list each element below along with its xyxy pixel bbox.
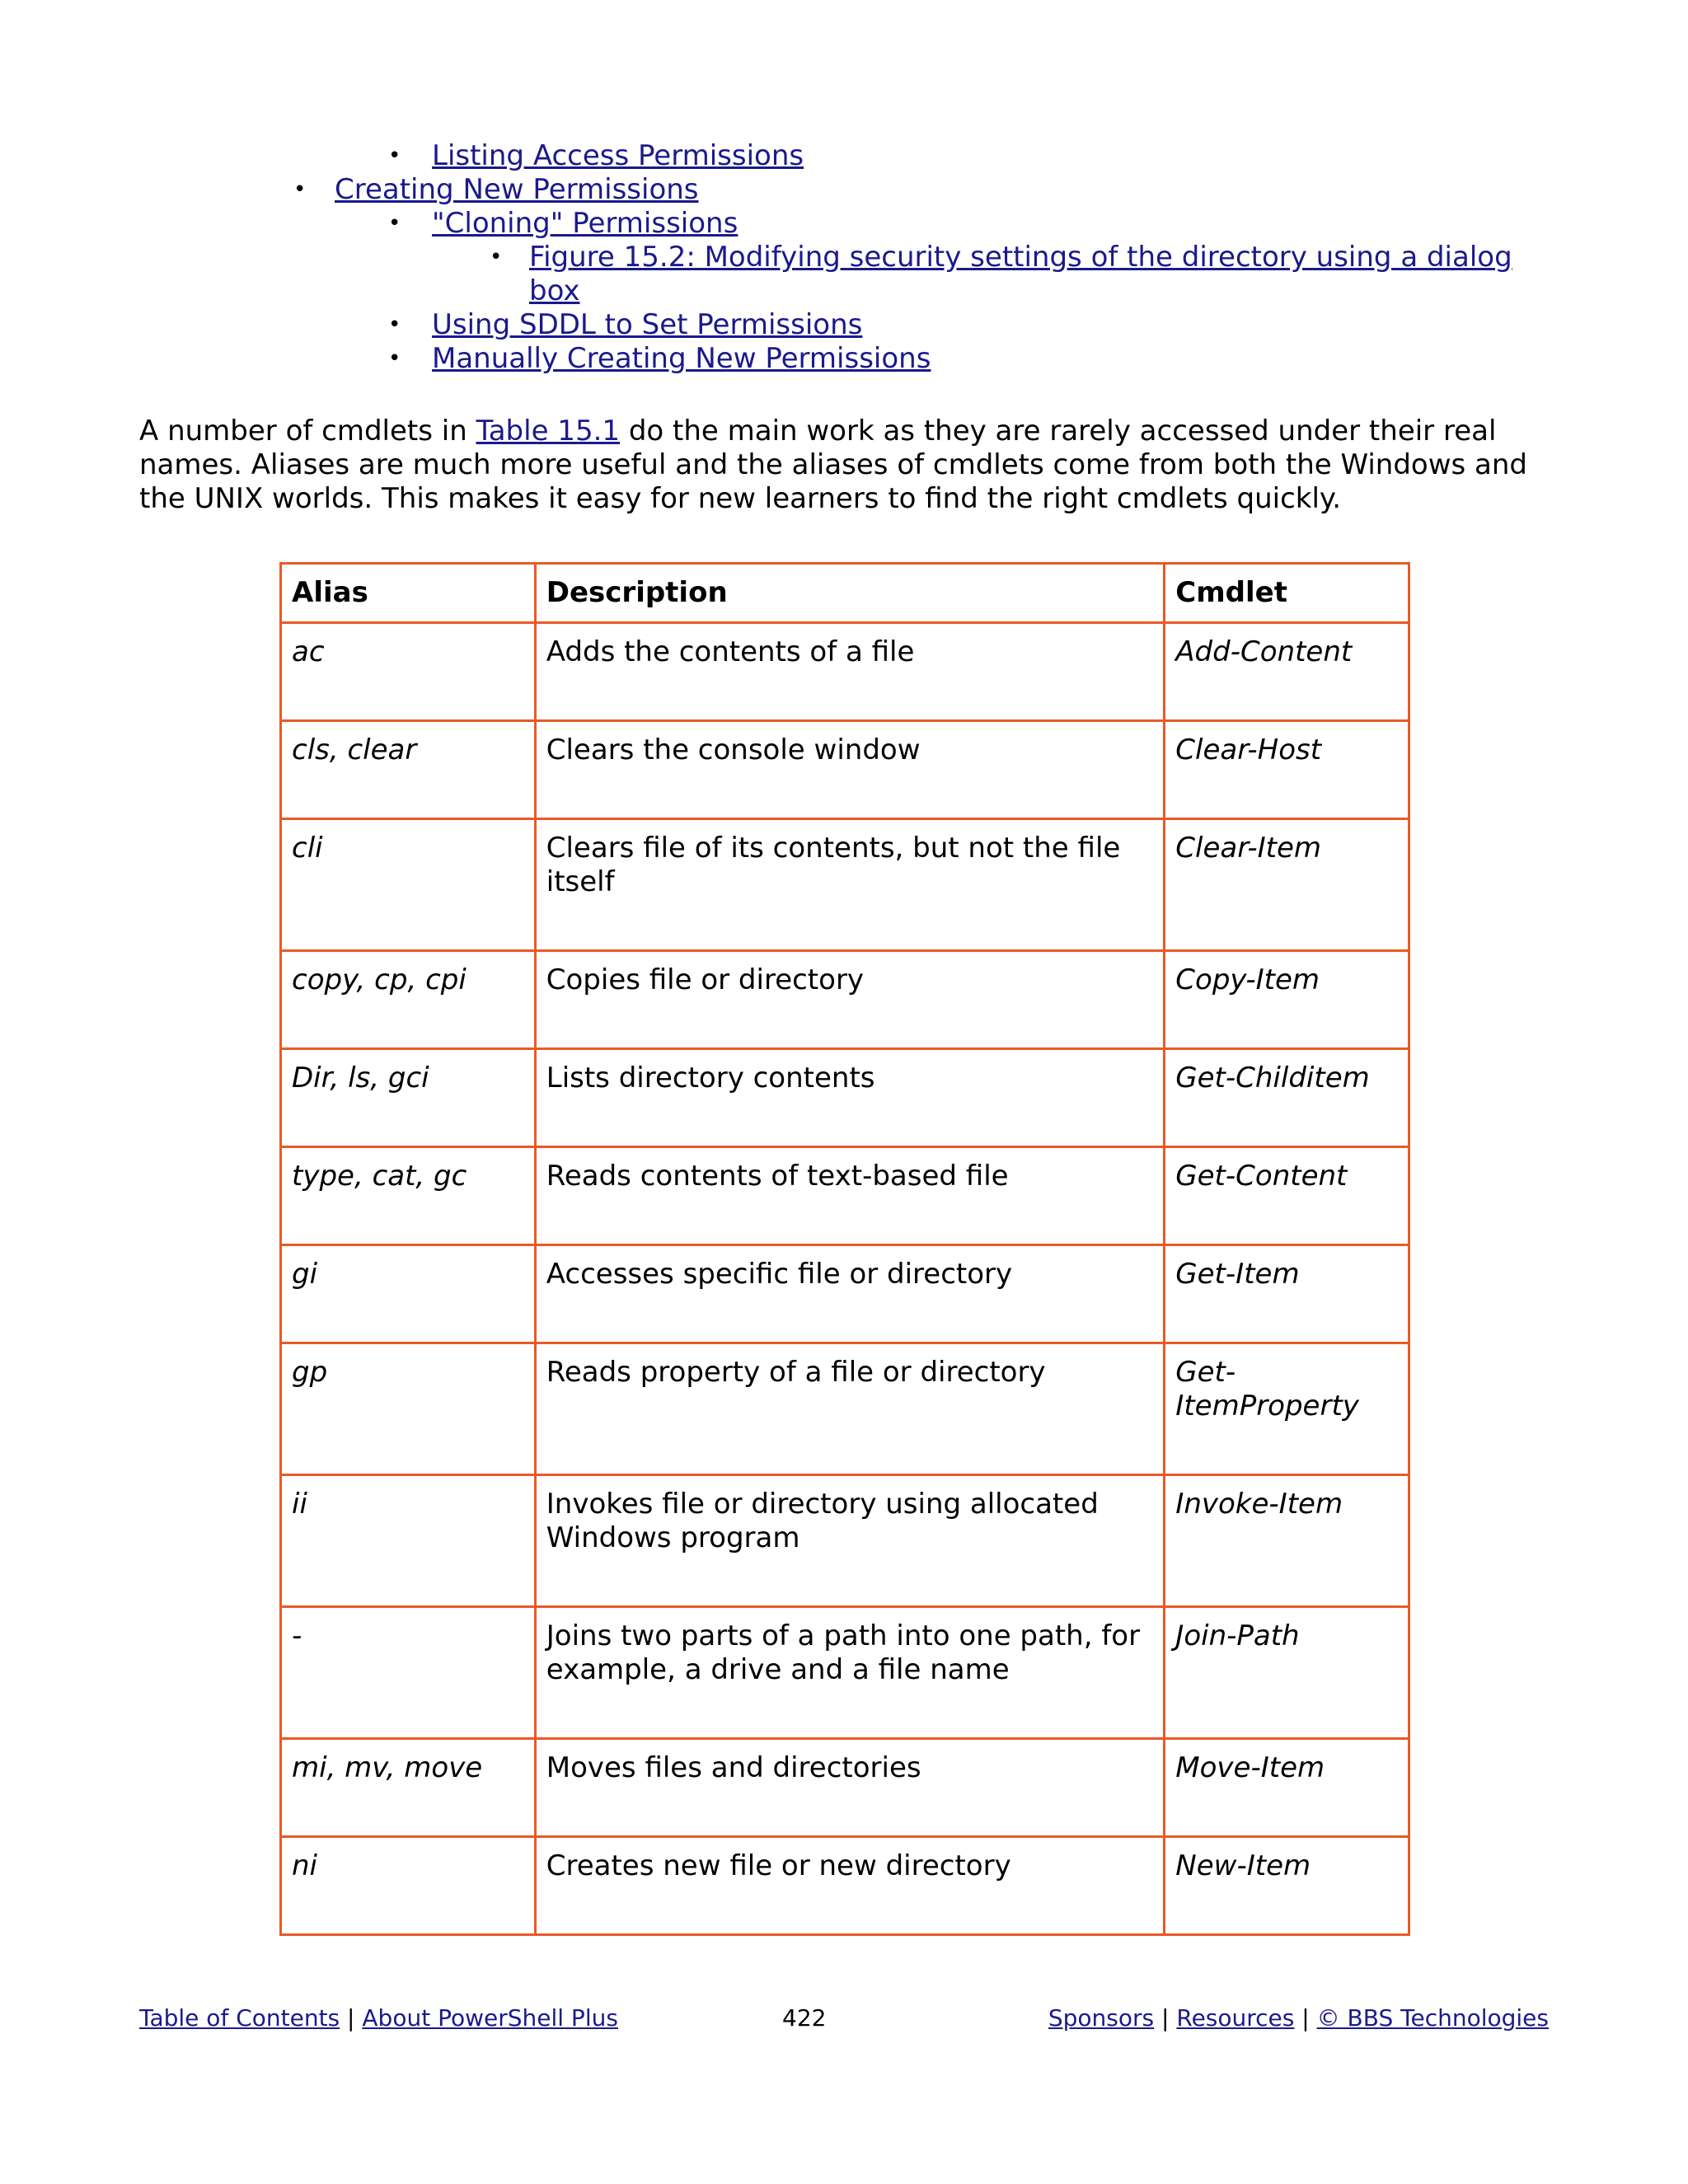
alias-cell: type, cat, gc <box>281 1147 536 1245</box>
cmdlet-cell: Get-Content <box>1165 1147 1409 1245</box>
alias-cell: copy, cp, cpi <box>281 951 536 1049</box>
toc-link-creating-new-permissions[interactable]: Creating New Permissions <box>335 173 699 206</box>
description-cell: Adds the contents of a file <box>535 623 1165 721</box>
table-row <box>281 819 1409 951</box>
bullet: • <box>388 312 401 337</box>
description-cell: Reads property of a file or directory <box>535 1343 1165 1475</box>
cmdlet-cell: Add-Content <box>1165 623 1409 721</box>
toc-item <box>388 308 863 342</box>
table-row <box>281 1475 1409 1607</box>
alias-cell: cli <box>281 819 536 951</box>
paragraph-text: A number of cmdlets in <box>139 415 476 448</box>
toc-link-figure-15-2-cont[interactable]: box <box>529 274 580 307</box>
table-row <box>281 1049 1409 1147</box>
footer-resources-link[interactable]: Resources <box>1176 2004 1295 2032</box>
cmdlet-cell: Invoke-Item <box>1165 1475 1409 1607</box>
alias-cell: ni <box>281 1837 536 1935</box>
alias-cell: cls, clear <box>281 721 536 819</box>
toc-item <box>293 173 699 207</box>
toc-link-using-sddl[interactable]: Using SDDL to Set Permissions <box>432 308 863 341</box>
description-cell: Reads contents of text-based file <box>535 1147 1165 1245</box>
alias-cell: ii <box>281 1475 536 1607</box>
cmdlet-cell: Move-Item <box>1165 1739 1409 1837</box>
alias-cell: gi <box>281 1245 536 1343</box>
table-row <box>281 1245 1409 1343</box>
bullet: • <box>388 211 401 236</box>
table-row <box>281 1343 1409 1475</box>
footer-separator: | <box>347 2004 355 2032</box>
bullet: • <box>388 143 401 168</box>
table-header-row <box>281 564 1409 623</box>
header-alias: Alias <box>281 564 536 623</box>
table-15-1-link[interactable]: Table 15.1 <box>476 415 621 448</box>
footer-separator: | <box>1301 2004 1310 2032</box>
table-row <box>281 721 1409 819</box>
cmdlet-cell: Clear-Host <box>1165 721 1409 819</box>
bullet: • <box>293 177 307 202</box>
header-cmdlet: Cmdlet <box>1165 564 1409 623</box>
table-row <box>281 951 1409 1049</box>
footer-copyright-link[interactable]: © BBS Technologies <box>1316 2004 1549 2032</box>
description-cell: Moves files and directories <box>535 1739 1165 1837</box>
table-row <box>281 623 1409 721</box>
table-row <box>281 1607 1409 1739</box>
toc-item <box>388 342 931 376</box>
footer-left <box>139 2004 618 2033</box>
description-cell: Copies file or directory <box>535 951 1165 1049</box>
toc-link-figure-15-2[interactable]: Figure 15.2: Modifying security settings of the directory using a dialog <box>529 241 1512 274</box>
toc-item <box>388 139 804 173</box>
alias-cell: Dir, ls, gci <box>281 1049 536 1147</box>
footer-right <box>1048 2004 1549 2033</box>
alias-cell: ac <box>281 623 536 721</box>
cmdlet-cell: New-Item <box>1165 1837 1409 1935</box>
description-cell: Invokes file or directory using allocated Windows program <box>535 1475 1165 1607</box>
page-number: 422 <box>782 2004 827 2032</box>
header-description: Description <box>535 564 1165 623</box>
toc-item <box>388 207 738 241</box>
table-row <box>281 1147 1409 1245</box>
footer-toc-link[interactable]: Table of Contents <box>139 2004 340 2032</box>
toc-link-cloning-permissions[interactable]: "Cloning" Permissions <box>432 207 738 240</box>
cmdlet-cell: Copy-Item <box>1165 951 1409 1049</box>
cmdlet-cell: Join-Path <box>1165 1607 1409 1739</box>
alias-cell: - <box>281 1607 536 1739</box>
bullet: • <box>490 245 503 269</box>
toc-link-listing-access-permissions[interactable]: Listing Access Permissions <box>432 139 804 172</box>
toc-item <box>490 241 1512 274</box>
footer-sponsors-link[interactable]: Sponsors <box>1048 2004 1155 2032</box>
cmdlet-cell: Get-ItemProperty <box>1165 1343 1409 1475</box>
alias-table <box>279 562 1410 1936</box>
table-row <box>281 1739 1409 1837</box>
footer-separator: | <box>1161 2004 1170 2032</box>
description-cell: Clears file of its contents, but not the file itself <box>535 819 1165 951</box>
description-cell: Accesses specific file or directory <box>535 1245 1165 1343</box>
toc-link-manually-creating[interactable]: Manually Creating New Permissions <box>432 342 931 375</box>
description-cell: Clears the console window <box>535 721 1165 819</box>
cmdlet-cell: Get-Childitem <box>1165 1049 1409 1147</box>
bullet: • <box>388 346 401 371</box>
alias-cell: mi, mv, move <box>281 1739 536 1837</box>
paragraph-text: do the main work as they are rarely accessed under their real names. Aliases are much more useful and the aliases of cmdlets come from both the Windows and the UNIX worlds. This makes it easy for new learners to find the right cmdlets quickly. <box>139 415 1528 515</box>
description-cell: Creates new file or new directory <box>535 1837 1165 1935</box>
intro-paragraph <box>139 415 1540 516</box>
footer-about-link[interactable]: About PowerShell Plus <box>362 2004 618 2032</box>
alias-cell: gp <box>281 1343 536 1475</box>
table-row <box>281 1837 1409 1935</box>
cmdlet-cell: Get-Item <box>1165 1245 1409 1343</box>
toc-item <box>493 274 579 308</box>
cmdlet-cell: Clear-Item <box>1165 819 1409 951</box>
description-cell: Joins two parts of a path into one path, for example, a drive and a file name <box>535 1607 1165 1739</box>
description-cell: Lists directory contents <box>535 1049 1165 1147</box>
